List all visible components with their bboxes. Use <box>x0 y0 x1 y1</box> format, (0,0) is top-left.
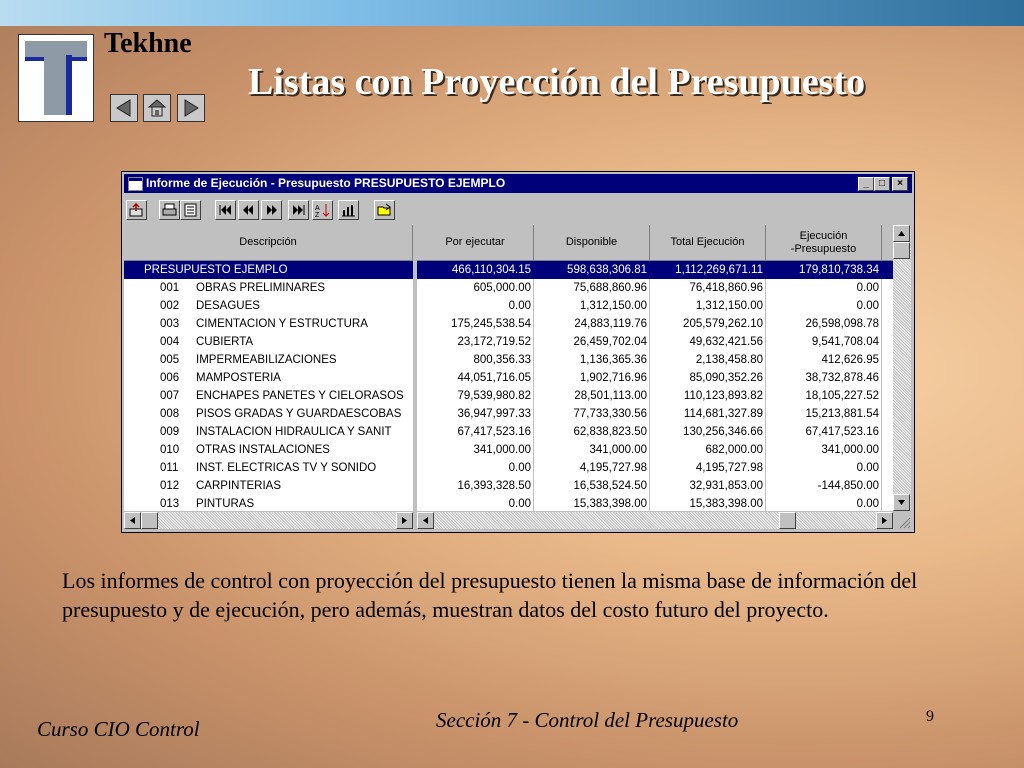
cell-total: 1,312,150.00 <box>695 300 763 312</box>
cell-disponible: 28,501,113.00 <box>574 390 647 402</box>
cell-disponible: 4,195,727.98 <box>579 462 647 474</box>
vertical-scroll-thumb[interactable] <box>893 242 910 259</box>
cell-total: 76,418,860.96 <box>689 282 763 294</box>
resize-grip-icon <box>894 512 911 529</box>
row-name: PINTURAS <box>196 498 255 510</box>
cell-ejec: 9,541,708.04 <box>811 336 879 348</box>
cell-disponible: 341,000.00 <box>589 444 647 456</box>
cell-por-ejecutar: 0.00 <box>508 300 531 312</box>
next-icon <box>264 203 279 217</box>
sort-icon <box>315 203 330 217</box>
row-code: 011 <box>160 462 179 474</box>
table-row-values[interactable] <box>417 387 893 405</box>
cell-disponible: 15,383,398.00 <box>573 498 647 510</box>
cell-por-ejecutar: 23,172,719.52 <box>457 336 531 348</box>
window-icon <box>128 177 143 191</box>
table-row-values[interactable] <box>417 315 893 333</box>
table-row-values[interactable] <box>417 369 893 387</box>
minimize-button[interactable]: _ <box>858 177 874 191</box>
row-name: OBRAS PRELIMINARES <box>196 282 326 294</box>
description-pane <box>124 225 413 511</box>
cell-disponible: 1,902,716.96 <box>579 372 647 384</box>
table-row[interactable] <box>124 279 413 297</box>
cell-disponible: 75,688,860.96 <box>573 282 647 294</box>
right-scroll-left-button[interactable] <box>417 512 434 529</box>
maximize-button[interactable]: □ <box>874 177 890 191</box>
row-code: 001 <box>160 282 180 294</box>
cell-por-ejecutar: 605,000.00 <box>473 282 531 294</box>
prev-slide-button[interactable] <box>110 94 138 122</box>
slide-title: Listas con Proyección del Presupuesto <box>248 61 866 103</box>
export-button[interactable] <box>126 200 147 220</box>
cell-disponible: 1,136,365.36 <box>579 354 647 366</box>
cell-por-ejecutar: 44,051,716.05 <box>457 372 531 384</box>
table-row[interactable] <box>124 459 413 477</box>
cell-total: 205,579,262.10 <box>683 318 763 330</box>
cell-total: 85,090,352.26 <box>689 372 763 384</box>
prev-arrow-icon <box>113 97 135 119</box>
open-folder-button[interactable] <box>374 200 395 220</box>
last-record-button[interactable] <box>288 200 309 220</box>
cell-por-ejecutar: 175,245,538.54 <box>451 318 531 330</box>
svg-text:Z: Z <box>315 212 320 217</box>
col-header-ejecucion-presupuesto[interactable] <box>766 225 882 261</box>
table-row-values[interactable] <box>417 333 893 351</box>
cell-disponible: 24,883,119.76 <box>574 318 647 330</box>
report-toolbar <box>124 196 912 224</box>
row-code: 013 <box>160 498 180 510</box>
col-header-disponible[interactable]: Disponible <box>534 225 650 261</box>
preview-icon <box>183 203 198 217</box>
cell-ejec: 15,213,881.54 <box>805 408 879 420</box>
cell-por-ejecutar: 800,356.33 <box>473 354 531 366</box>
row-name: INST. ELECTRICAS TV Y SONIDO <box>196 462 377 474</box>
cell-total: 15,383,398.00 <box>689 498 763 510</box>
row-name: CIMENTACION Y ESTRUCTURA <box>196 318 368 330</box>
cell-por-ejecutar: 79,539,980.82 <box>457 390 531 402</box>
chart-button[interactable] <box>338 200 359 220</box>
cell-por-ejecutar: 341,000.00 <box>473 444 531 456</box>
close-button[interactable]: × <box>892 177 908 191</box>
cell-total: 682,000.00 <box>705 444 763 456</box>
brand-name: Tekhne <box>104 28 192 59</box>
row-name: CUBIERTA <box>196 336 254 348</box>
table-row-values[interactable] <box>417 261 893 279</box>
home-icon <box>146 97 168 119</box>
cell-total: 114,681,327.89 <box>683 408 763 420</box>
table-row-values[interactable] <box>417 279 893 297</box>
cell-disponible: 598,638,306.81 <box>567 264 647 276</box>
cell-por-ejecutar: 36,947,997.33 <box>457 408 531 420</box>
next-arrow-icon <box>180 97 202 119</box>
left-arrow-icon <box>421 516 430 525</box>
cell-por-ejecutar: 67,417,523.16 <box>457 426 531 438</box>
row-name: ENCHAPES PANETES Y CIELORASOS <box>196 390 404 402</box>
cell-total: 4,195,727.98 <box>695 462 763 474</box>
export-icon <box>129 203 144 217</box>
cell-ejec: 412,626.95 <box>821 354 879 366</box>
cell-total: 110,123,893.82 <box>683 390 763 402</box>
left-scroll-right-button[interactable] <box>396 512 413 529</box>
table-row-values[interactable] <box>417 477 893 495</box>
table-row[interactable] <box>124 315 413 333</box>
down-arrow-icon <box>897 498 906 507</box>
report-window <box>121 171 915 533</box>
row-code: 009 <box>160 426 180 438</box>
row-name: INSTALACION HIDRAULICA Y SANIT <box>196 426 392 438</box>
cell-total: 1,112,269,671.11 <box>675 264 763 276</box>
row-code: 012 <box>160 480 180 492</box>
left-horizontal-scrollbar[interactable] <box>124 512 413 529</box>
table-row[interactable] <box>124 477 413 495</box>
cell-total: 32,931,853.00 <box>689 480 763 492</box>
table-row-values[interactable] <box>417 495 893 511</box>
cell-total: 130,256,346.66 <box>683 426 763 438</box>
chart-icon <box>341 203 356 217</box>
cell-ejec: 38,732,878.46 <box>805 372 879 384</box>
row-code: 004 <box>160 336 180 348</box>
row-code: 007 <box>160 390 180 402</box>
row-name: PISOS GRADAS Y GUARDAESCOBAS <box>196 408 402 420</box>
numbers-pane <box>417 225 893 511</box>
footer-section: Sección 7 - Control del Presupuesto <box>436 708 739 732</box>
cell-ejec: 341,000.00 <box>821 444 879 456</box>
next-record-button[interactable] <box>261 200 282 220</box>
col-header-descripcion[interactable]: Descripción <box>124 225 413 261</box>
right-scroll-right-button[interactable] <box>876 512 893 529</box>
table-row-values[interactable] <box>417 351 893 369</box>
left-horizontal-thumb[interactable] <box>141 512 158 529</box>
open-folder-icon <box>377 203 392 217</box>
cell-disponible: 77,733,330.56 <box>573 408 647 420</box>
table-row[interactable] <box>124 441 413 459</box>
row-name: MAMPOSTERIA <box>196 372 281 384</box>
table-row[interactable] <box>124 351 413 369</box>
prev-icon <box>241 203 256 217</box>
up-arrow-icon <box>897 229 906 238</box>
cell-por-ejecutar: 0.00 <box>508 498 531 510</box>
table-row[interactable] <box>124 261 413 279</box>
cell-disponible: 16,538,524.50 <box>573 480 647 492</box>
table-row[interactable] <box>124 495 413 511</box>
prev-record-button[interactable] <box>238 200 259 220</box>
window-title: Informe de Ejecución - Presupuesto PRESUPUESTO EJEMPLO <box>146 176 506 190</box>
cell-por-ejecutar: 16,393,328.50 <box>457 480 531 492</box>
row-code: 008 <box>160 408 180 420</box>
sort-button[interactable] <box>312 200 333 220</box>
cell-ejec: 179,810,738.34 <box>799 264 879 276</box>
table-row-values[interactable] <box>417 423 893 441</box>
table-row[interactable] <box>124 297 413 315</box>
row-code: 005 <box>160 354 180 366</box>
scroll-down-button[interactable] <box>893 494 910 511</box>
vertical-scrollbar[interactable] <box>893 225 911 511</box>
tekhne-logo <box>18 34 94 122</box>
cell-total: 49,632,421.56 <box>689 336 763 348</box>
cell-ejec: 0.00 <box>856 462 879 474</box>
scroll-up-button[interactable] <box>893 225 910 242</box>
slide-top-bar <box>0 0 1024 26</box>
row-code: 010 <box>160 444 180 456</box>
page-number: 9 <box>926 708 934 725</box>
cell-ejec: 67,417,523.16 <box>805 426 879 438</box>
first-icon <box>218 203 233 217</box>
right-arrow-icon <box>400 516 409 525</box>
first-record-button[interactable] <box>215 200 236 220</box>
table-row[interactable] <box>124 333 413 351</box>
col-header-ejecucion-line2: -Presupuesto <box>790 242 857 255</box>
cell-total: 2,138,458.80 <box>695 354 763 366</box>
right-horizontal-scrollbar[interactable] <box>417 512 893 529</box>
cell-ejec: 0.00 <box>856 282 879 294</box>
table-row[interactable] <box>124 387 413 405</box>
row-name: CARPINTERIAS <box>196 480 281 492</box>
col-header-por-ejecutar[interactable]: Por ejecutar <box>417 225 534 261</box>
home-slide-button[interactable] <box>143 94 171 122</box>
right-horizontal-thumb[interactable] <box>779 512 796 529</box>
print-button[interactable] <box>159 200 180 220</box>
table-row-values[interactable] <box>417 459 893 477</box>
table-row-values[interactable] <box>417 405 893 423</box>
preview-button[interactable] <box>180 200 201 220</box>
left-arrow-icon <box>128 516 137 525</box>
row-name: IMPERMEABILIZACIONES <box>196 354 337 366</box>
resize-grip[interactable] <box>894 512 911 529</box>
cell-ejec: 0.00 <box>856 300 879 312</box>
cell-ejec: 18,105,227.52 <box>805 390 879 402</box>
row-code: 006 <box>160 372 180 384</box>
svg-text:A: A <box>315 205 320 212</box>
cell-disponible: 1,312,150.00 <box>579 300 647 312</box>
cell-ejec: 0.00 <box>856 498 879 510</box>
row-code: 003 <box>160 318 180 330</box>
col-header-filler <box>882 225 893 261</box>
right-arrow-icon <box>880 516 889 525</box>
table-row[interactable] <box>124 405 413 423</box>
cell-ejec: 26,598,098.78 <box>805 318 879 330</box>
row-name: OTRAS INSTALACIONES <box>196 444 330 456</box>
table-row[interactable] <box>124 369 413 387</box>
col-header-ejecucion-line1: Ejecución <box>799 229 848 242</box>
table-row-values[interactable] <box>417 441 893 459</box>
left-scroll-left-button[interactable] <box>124 512 141 529</box>
footer-course: Curso CIO Control <box>37 717 200 741</box>
print-icon <box>162 203 177 217</box>
table-row-values[interactable] <box>417 297 893 315</box>
cell-disponible: 26,459,702.04 <box>573 336 647 348</box>
row-name: PRESUPUESTO EJEMPLO <box>144 264 288 276</box>
cell-disponible: 62,838,823.50 <box>573 426 647 438</box>
table-row[interactable] <box>124 423 413 441</box>
next-slide-button[interactable] <box>177 94 205 122</box>
cell-ejec: -144,850.00 <box>817 480 879 492</box>
row-code: 002 <box>160 300 180 312</box>
cell-por-ejecutar: 0.00 <box>508 462 531 474</box>
cell-por-ejecutar: 466,110,304.15 <box>451 264 531 276</box>
last-icon <box>291 203 306 217</box>
col-header-total-ejecucion[interactable]: Total Ejecución <box>650 225 766 261</box>
row-name: DESAGUES <box>196 300 260 312</box>
slide-body-text: Los informes de control con proyección del presupuesto tienen la misma base de información del presupuesto y de ejecución, pero además, muestran datos del costo futuro del proyecto. <box>62 568 918 622</box>
window-title-bar <box>124 174 912 193</box>
